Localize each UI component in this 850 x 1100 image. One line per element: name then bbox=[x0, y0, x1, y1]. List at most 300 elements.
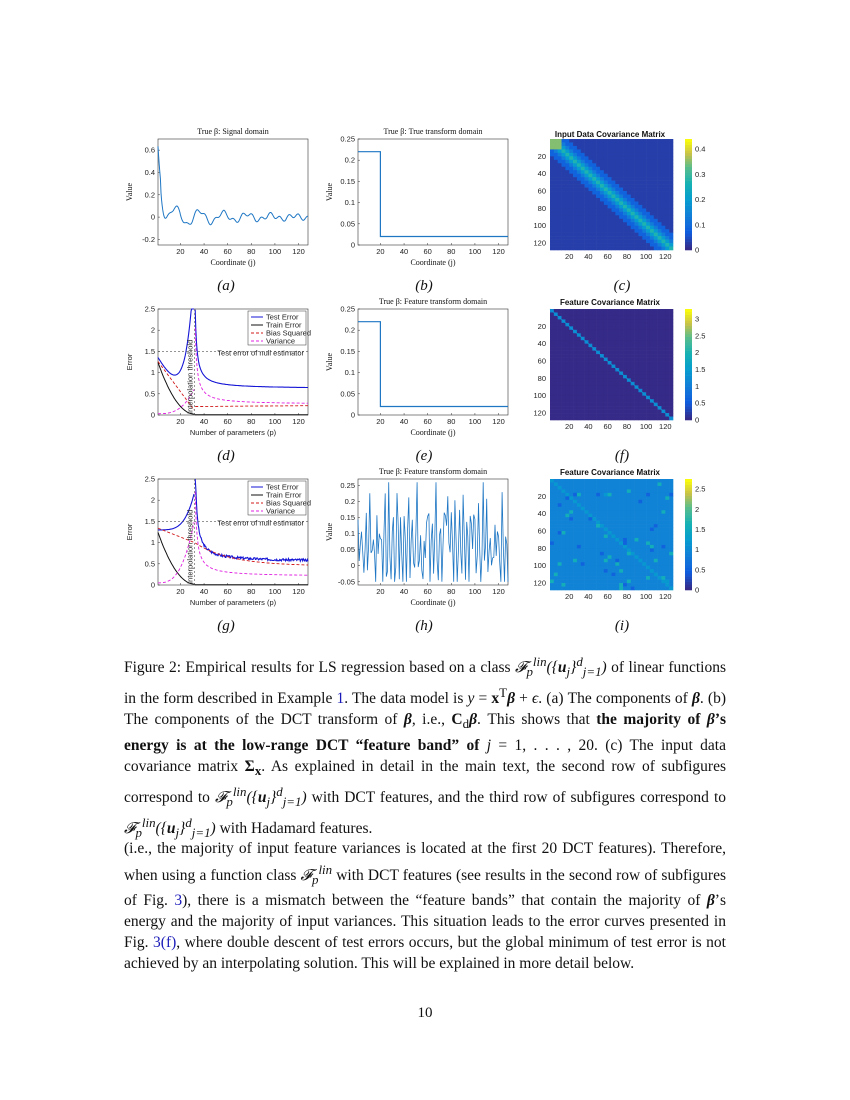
heatmap-cell bbox=[642, 358, 646, 362]
heatmap-cell bbox=[631, 247, 635, 251]
heatmap-cell bbox=[604, 153, 608, 157]
colorbar-segment bbox=[685, 482, 692, 485]
colorbar-segment bbox=[685, 518, 692, 521]
heatmap-cell bbox=[646, 583, 650, 587]
heatmap-cell bbox=[600, 365, 604, 369]
heatmap-cell bbox=[581, 371, 585, 375]
heatmap-cell bbox=[585, 351, 589, 355]
heatmap-cell bbox=[596, 396, 600, 400]
heatmap-cell bbox=[638, 486, 642, 490]
heatmap-cell bbox=[669, 576, 673, 580]
heatmap-cell bbox=[600, 243, 604, 247]
heatmap-cell bbox=[565, 528, 569, 532]
heatmap-cell bbox=[588, 188, 592, 192]
heatmap-cell bbox=[627, 417, 631, 421]
heatmap-cell bbox=[658, 413, 662, 417]
heatmap-cell bbox=[581, 514, 585, 518]
heatmap-cell bbox=[588, 524, 592, 528]
heatmap-cell bbox=[585, 507, 589, 511]
figure-panel-g bbox=[120, 465, 320, 615]
heatmap-cell bbox=[588, 205, 592, 209]
heatmap-cell bbox=[588, 368, 592, 372]
heatmap-cell bbox=[573, 576, 577, 580]
heatmap-cell bbox=[623, 347, 627, 351]
heatmap-cell bbox=[642, 541, 646, 545]
x-tick-label: 100 bbox=[468, 587, 482, 596]
heatmap-cell bbox=[658, 149, 662, 153]
heatmap-cell bbox=[612, 583, 616, 587]
heatmap-cell bbox=[669, 371, 673, 375]
heatmap-cell bbox=[585, 486, 589, 490]
heatmap-cell bbox=[585, 378, 589, 382]
heatmap-cell bbox=[604, 205, 608, 209]
heatmap-cell bbox=[565, 319, 569, 323]
heatmap-cell bbox=[665, 569, 669, 573]
heatmap-cell bbox=[581, 580, 585, 584]
heatmap-cell bbox=[631, 240, 635, 244]
heatmap-cell bbox=[588, 385, 592, 389]
heatmap-cell bbox=[604, 309, 608, 313]
heatmap-cell bbox=[577, 531, 581, 535]
heatmap-cell bbox=[642, 410, 646, 414]
heatmap-cell bbox=[562, 312, 566, 316]
heatmap-cell bbox=[608, 337, 612, 341]
example-ref-link[interactable]: 1 bbox=[336, 690, 345, 708]
heatmap-cell bbox=[619, 142, 623, 146]
heatmap-cell bbox=[577, 215, 581, 219]
heatmap-cell bbox=[638, 212, 642, 216]
heatmap-cell bbox=[558, 403, 562, 407]
heatmap-cell bbox=[658, 156, 662, 160]
heatmap-cell bbox=[612, 406, 616, 410]
heatmap-cell bbox=[554, 340, 558, 344]
heatmap-cell bbox=[596, 413, 600, 417]
heatmap-cell bbox=[565, 358, 569, 362]
heatmap-cell bbox=[627, 226, 631, 230]
heatmap-cell bbox=[627, 503, 631, 507]
heatmap-cell bbox=[569, 243, 573, 247]
heatmap-cell bbox=[596, 146, 600, 150]
colorbar-segment bbox=[685, 178, 692, 181]
heatmap-cell bbox=[612, 555, 616, 559]
heatmap-cell bbox=[569, 417, 573, 421]
heatmap-cell bbox=[665, 240, 669, 244]
heatmap-cell bbox=[608, 583, 612, 587]
heatmap-cell bbox=[612, 385, 616, 389]
heatmap-cell bbox=[550, 365, 554, 369]
heatmap-cell bbox=[558, 201, 562, 205]
heatmap-cell bbox=[669, 528, 673, 532]
chart-i bbox=[520, 465, 720, 615]
heatmap-cell bbox=[592, 351, 596, 355]
heatmap-cell bbox=[612, 354, 616, 358]
heatmap-cell bbox=[569, 208, 573, 212]
heatmap-cell bbox=[558, 170, 562, 174]
heatmap-cell bbox=[577, 198, 581, 202]
heatmap-cell bbox=[550, 524, 554, 528]
heatmap-cell bbox=[612, 524, 616, 528]
heatmap-cell bbox=[658, 361, 662, 365]
x-tick-label: 80 bbox=[247, 587, 256, 596]
heatmap-cell bbox=[635, 326, 639, 330]
heatmap-cell bbox=[638, 222, 642, 226]
heatmap-cell bbox=[627, 198, 631, 202]
heatmap-cell bbox=[635, 569, 639, 573]
figure-ref-link-f[interactable]: 3(f) bbox=[153, 934, 177, 952]
heatmap-cell bbox=[592, 198, 596, 202]
heatmap-cell bbox=[627, 410, 631, 414]
colorbar-segment bbox=[685, 242, 692, 245]
colorbar-segment bbox=[685, 376, 692, 379]
colorbar-segment bbox=[685, 164, 692, 167]
heatmap-cell bbox=[562, 576, 566, 580]
heatmap-cell bbox=[623, 521, 627, 525]
heatmap-cell bbox=[573, 198, 577, 202]
heatmap-cell bbox=[615, 482, 619, 486]
heatmap-cell bbox=[573, 535, 577, 539]
heatmap-cell bbox=[592, 541, 596, 545]
heatmap-cell bbox=[558, 340, 562, 344]
heatmap-cell bbox=[554, 555, 558, 559]
heatmap-cell bbox=[550, 177, 554, 181]
heatmap-cell bbox=[577, 399, 581, 403]
heatmap-cell bbox=[612, 208, 616, 212]
heatmap-cell bbox=[604, 184, 608, 188]
heatmap-cell bbox=[569, 319, 573, 323]
heatmap-cell bbox=[608, 142, 612, 146]
heatmap-cell bbox=[596, 347, 600, 351]
heatmap-cell bbox=[631, 153, 635, 157]
heatmap-cell bbox=[635, 382, 639, 386]
heatmap-cell bbox=[588, 184, 592, 188]
heatmap-cell bbox=[627, 229, 631, 233]
heatmap-cell bbox=[600, 333, 604, 337]
heatmap-cell bbox=[638, 316, 642, 320]
heatmap-cell bbox=[604, 219, 608, 223]
heatmap-cell bbox=[558, 500, 562, 504]
heatmap-cell bbox=[638, 236, 642, 240]
heatmap-cell bbox=[619, 181, 623, 185]
heatmap-cell bbox=[638, 545, 642, 549]
heatmap-cell bbox=[565, 583, 569, 587]
heatmap-cell bbox=[627, 326, 631, 330]
heatmap-cell bbox=[642, 375, 646, 379]
heatmap-cell bbox=[573, 167, 577, 171]
colorbar-segment bbox=[685, 576, 692, 579]
heatmap-cell bbox=[665, 576, 669, 580]
heatmap-cell bbox=[581, 410, 585, 414]
heatmap-cell bbox=[646, 247, 650, 251]
heatmap-cell bbox=[562, 521, 566, 525]
heatmap-cell bbox=[573, 378, 577, 382]
heatmap-cell bbox=[585, 517, 589, 521]
heatmap-cell bbox=[558, 517, 562, 521]
heatmap-cell bbox=[600, 545, 604, 549]
colorbar-segment bbox=[685, 217, 692, 220]
heatmap-cell bbox=[627, 482, 631, 486]
heatmap-cell bbox=[588, 240, 592, 244]
heatmap-cell bbox=[588, 562, 592, 566]
heatmap-cell bbox=[654, 208, 658, 212]
heatmap-cell bbox=[661, 371, 665, 375]
heatmap-cell bbox=[646, 403, 650, 407]
heatmap-cell bbox=[550, 514, 554, 518]
colorbar-segment bbox=[685, 222, 692, 225]
heatmap-cell bbox=[592, 535, 596, 539]
colorbar-segment bbox=[685, 203, 692, 206]
heatmap-cell bbox=[588, 208, 592, 212]
heatmap-cell bbox=[669, 160, 673, 164]
heatmap-cell bbox=[604, 417, 608, 421]
heatmap-cell bbox=[581, 413, 585, 417]
heatmap-cell bbox=[635, 309, 639, 313]
heatmap-cell bbox=[592, 517, 596, 521]
heatmap-cell bbox=[608, 226, 612, 230]
colorbar-segment bbox=[685, 315, 692, 318]
figure-ref-link[interactable]: 3 bbox=[174, 892, 183, 910]
heatmap-cell bbox=[558, 142, 562, 146]
heatmap-cell bbox=[592, 493, 596, 497]
heatmap-cell bbox=[565, 198, 569, 202]
heatmap-cell bbox=[661, 555, 665, 559]
heatmap-cell bbox=[604, 174, 608, 178]
heatmap-cell bbox=[565, 392, 569, 396]
heatmap-cell bbox=[558, 174, 562, 178]
heatmap-cell bbox=[550, 541, 554, 545]
heatmap-cell bbox=[638, 229, 642, 233]
heatmap-cell bbox=[638, 403, 642, 407]
heatmap-cell bbox=[592, 201, 596, 205]
heatmap-cell bbox=[573, 399, 577, 403]
heatmap-cell bbox=[600, 181, 604, 185]
heatmap-cell bbox=[646, 146, 650, 150]
heatmap-cell bbox=[588, 365, 592, 369]
heatmap-cell bbox=[592, 538, 596, 542]
heatmap-cell bbox=[588, 219, 592, 223]
heatmap-cell bbox=[554, 319, 558, 323]
heatmap-cell bbox=[627, 163, 631, 167]
heatmap-cell bbox=[562, 340, 566, 344]
heatmap-cell bbox=[627, 510, 631, 514]
sublabel-h: (h) bbox=[415, 618, 433, 634]
heatmap-cell bbox=[600, 347, 604, 351]
heatmap-cell bbox=[642, 233, 646, 237]
heatmap-cell bbox=[669, 541, 673, 545]
legend-label: Variance bbox=[266, 336, 296, 346]
heatmap-cell bbox=[573, 538, 577, 542]
heatmap-cell bbox=[658, 330, 662, 334]
heatmap-cell bbox=[573, 160, 577, 164]
heatmap-cell bbox=[592, 587, 596, 591]
heatmap-cell bbox=[615, 243, 619, 247]
heatmap-cell bbox=[612, 340, 616, 344]
colorbar-segment bbox=[685, 192, 692, 195]
heatmap-cell bbox=[619, 312, 623, 316]
heatmap-cell bbox=[608, 188, 612, 192]
heatmap-cell bbox=[623, 358, 627, 362]
heatmap-cell bbox=[562, 358, 566, 362]
heatmap-cell bbox=[669, 583, 673, 587]
heatmap-cell bbox=[631, 562, 635, 566]
heatmap-cell bbox=[654, 351, 658, 355]
heatmap-cell bbox=[600, 382, 604, 386]
colorbar-segment bbox=[685, 348, 692, 351]
heatmap-cell bbox=[592, 184, 596, 188]
heatmap-cell bbox=[658, 344, 662, 348]
heatmap-cell bbox=[612, 507, 616, 511]
heatmap-cell bbox=[569, 371, 573, 375]
heatmap-cell bbox=[550, 160, 554, 164]
heatmap-cell bbox=[604, 583, 608, 587]
heatmap-cell bbox=[596, 496, 600, 500]
heatmap-cell bbox=[562, 399, 566, 403]
heatmap-cell bbox=[608, 569, 612, 573]
heatmap-cell bbox=[554, 351, 558, 355]
heatmap-cell bbox=[604, 170, 608, 174]
legend-label: Test Error bbox=[266, 482, 299, 492]
heatmap-cell bbox=[565, 184, 569, 188]
heatmap-cell bbox=[646, 344, 650, 348]
heatmap-cell bbox=[596, 382, 600, 386]
heatmap-cell bbox=[600, 226, 604, 230]
heatmap-cell bbox=[619, 208, 623, 212]
heatmap-cell bbox=[608, 580, 612, 584]
y-tick-label: 100 bbox=[533, 221, 546, 231]
heatmap-cell bbox=[600, 326, 604, 330]
heatmap-cell bbox=[573, 410, 577, 414]
heatmap-cell bbox=[608, 521, 612, 525]
heatmap-cell bbox=[661, 500, 665, 504]
y-tick-label: 0 bbox=[350, 240, 355, 250]
heatmap-cell bbox=[669, 177, 673, 181]
heatmap-cell bbox=[650, 531, 654, 535]
heatmap-cell bbox=[562, 198, 566, 202]
heatmap-cell bbox=[646, 482, 650, 486]
heatmap-cell bbox=[635, 548, 639, 552]
heatmap-cell bbox=[569, 233, 573, 237]
heatmap-cell bbox=[619, 319, 623, 323]
heatmap-cell bbox=[646, 316, 650, 320]
heatmap-cell bbox=[631, 219, 635, 223]
heatmap-cell bbox=[654, 378, 658, 382]
heatmap-cell bbox=[565, 389, 569, 393]
heatmap-cell bbox=[638, 184, 642, 188]
heatmap-cell bbox=[588, 535, 592, 539]
heatmap-cell bbox=[623, 410, 627, 414]
heatmap-cell bbox=[642, 163, 646, 167]
heatmap-cell bbox=[592, 219, 596, 223]
heatmap-cell bbox=[577, 312, 581, 316]
heatmap-cell bbox=[592, 559, 596, 563]
heatmap-cell bbox=[627, 174, 631, 178]
heatmap-cell bbox=[588, 222, 592, 226]
colorbar-tick-label: 0.5 bbox=[695, 398, 706, 408]
heatmap-cell bbox=[615, 552, 619, 556]
heatmap-cell bbox=[562, 326, 566, 330]
heatmap-cell bbox=[577, 184, 581, 188]
heatmap-cell bbox=[650, 333, 654, 337]
heatmap-cell bbox=[650, 170, 654, 174]
heatmap-cell bbox=[638, 337, 642, 341]
heatmap-cell bbox=[569, 375, 573, 379]
heatmap-cell bbox=[669, 514, 673, 518]
heatmap-cell bbox=[550, 399, 554, 403]
heatmap-cell bbox=[596, 142, 600, 146]
heatmap-cell bbox=[550, 170, 554, 174]
heatmap-cell bbox=[550, 233, 554, 237]
heatmap-cell bbox=[585, 580, 589, 584]
heatmap-cell bbox=[577, 149, 581, 153]
heatmap-cell bbox=[661, 545, 665, 549]
heatmap-cell bbox=[608, 493, 612, 497]
heatmap-cell bbox=[604, 541, 608, 545]
heatmap-cell bbox=[558, 493, 562, 497]
heatmap-cell bbox=[569, 354, 573, 358]
heatmap-cell bbox=[608, 489, 612, 493]
x-axis-label: Coordinate (j) bbox=[410, 598, 456, 607]
heatmap-cell bbox=[577, 559, 581, 563]
heatmap-cell bbox=[581, 361, 585, 365]
heatmap-cell bbox=[642, 177, 646, 181]
heatmap-cell bbox=[665, 489, 669, 493]
heatmap-cell bbox=[558, 222, 562, 226]
heatmap-cell bbox=[596, 569, 600, 573]
heatmap-cell bbox=[665, 354, 669, 358]
heatmap-cell bbox=[550, 500, 554, 504]
heatmap-cell bbox=[562, 569, 566, 573]
heatmap-cell bbox=[623, 378, 627, 382]
heatmap-cell bbox=[596, 312, 600, 316]
heatmap-cell bbox=[635, 545, 639, 549]
heatmap-cell bbox=[585, 389, 589, 393]
heatmap-cell bbox=[581, 142, 585, 146]
heatmap-cell bbox=[581, 482, 585, 486]
heatmap-cell bbox=[646, 358, 650, 362]
heatmap-cell bbox=[581, 139, 585, 143]
heatmap-cell bbox=[600, 559, 604, 563]
heatmap-cell bbox=[642, 222, 646, 226]
heatmap-cell bbox=[658, 243, 662, 247]
heatmap-cell bbox=[604, 535, 608, 539]
heatmap-cell bbox=[669, 351, 673, 355]
heatmap-cell bbox=[550, 236, 554, 240]
colorbar-segment bbox=[685, 208, 692, 211]
heatmap-cell bbox=[550, 507, 554, 511]
heatmap-cell bbox=[658, 174, 662, 178]
heatmap-cell bbox=[585, 205, 589, 209]
heatmap-cell bbox=[596, 326, 600, 330]
heatmap-cell bbox=[661, 517, 665, 521]
heatmap-cell bbox=[627, 576, 631, 580]
heatmap-cell bbox=[608, 562, 612, 566]
heatmap-cell bbox=[661, 236, 665, 240]
heatmap-cell bbox=[581, 174, 585, 178]
heatmap-cell bbox=[608, 319, 612, 323]
heatmap-cell bbox=[565, 399, 569, 403]
heatmap-cell bbox=[619, 396, 623, 400]
heatmap-cell bbox=[650, 569, 654, 573]
heatmap-cell bbox=[631, 528, 635, 532]
heatmap-cell bbox=[612, 482, 616, 486]
heatmap-cell bbox=[585, 226, 589, 230]
heatmap-cell bbox=[612, 205, 616, 209]
heatmap-cell bbox=[661, 535, 665, 539]
heatmap-cell bbox=[554, 323, 558, 327]
heatmap-cell bbox=[627, 344, 631, 348]
heatmap-cell bbox=[577, 188, 581, 192]
heatmap-cell bbox=[650, 392, 654, 396]
heatmap-cell bbox=[588, 410, 592, 414]
